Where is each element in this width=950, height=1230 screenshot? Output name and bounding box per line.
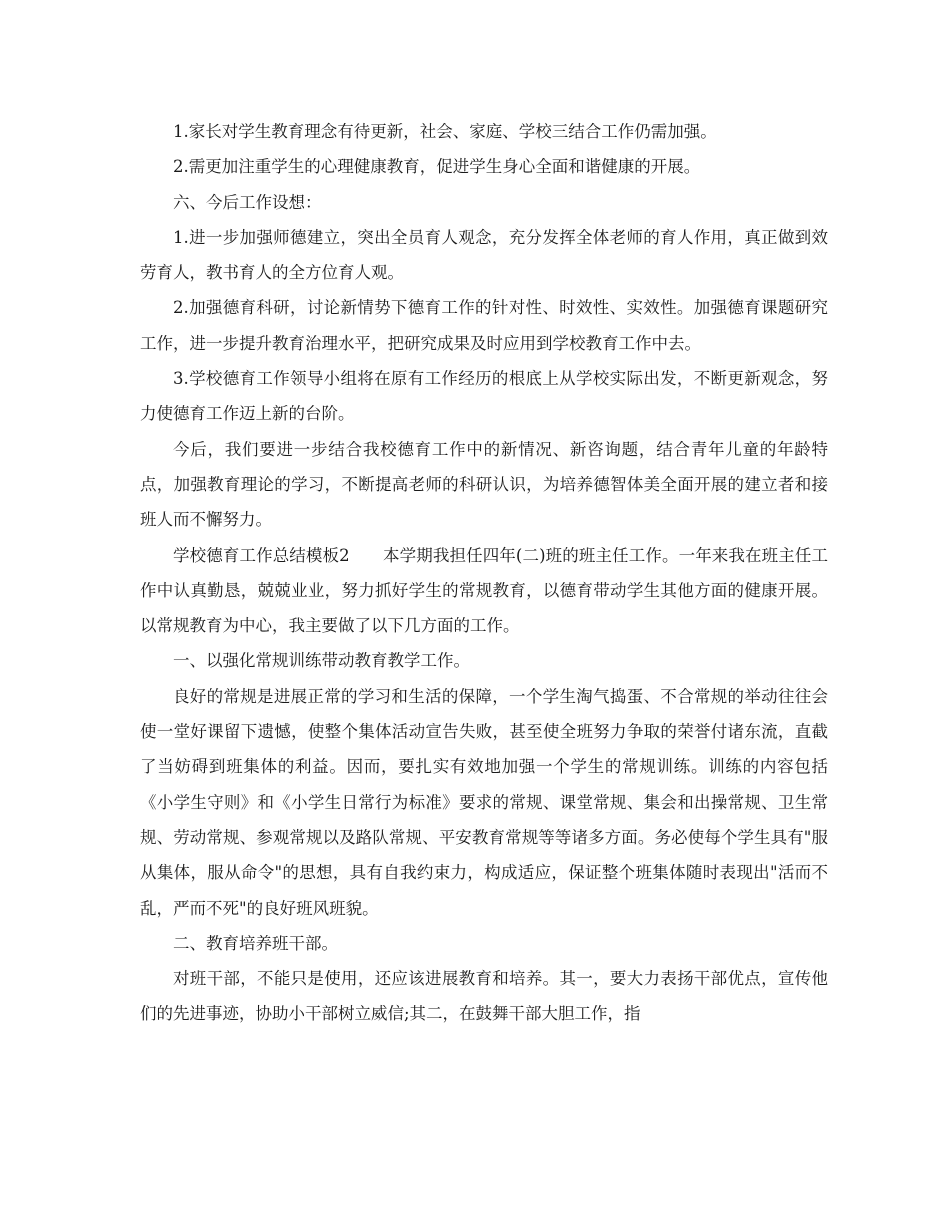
paragraph: 2.需更加注重学生的心理健康教育，促进学生身心全面和谐健康的开展。 [173, 157, 701, 177]
section-heading: 六、今后工作设想： [173, 192, 322, 212]
section-heading: 一、以强化常规训练带动教育教学工作。 [173, 651, 470, 671]
paragraph: 今后，我们要进一步结合我校德育工作中的新情况、新咨询题，结合青年儿童的年龄特点，加强教育理论的学习，不断提高老师的科研认识，为培养德智体美全面开展的建立者和接班人而不懈努力。 [140, 439, 828, 530]
paragraph: 3.学校德育工作领导小组将在原有工作经历的根底上从学校实际出发，不断更新观念，努力使德育工作迈上新的台阶。 [140, 369, 828, 424]
section-heading: 二、教育培养班干部。 [173, 933, 338, 953]
paragraph: 1.进一步加强师德建立，突出全员育人观念，充分发挥全体老师的育人作用，真正做到效劳育人，教书育人的全方位育人观。 [140, 227, 828, 283]
paragraph: 良好的常规是进展正常的学习和生活的保障，一个学生淘气捣蛋、不合常规的举动往往会使一堂好课留下遗憾，使整个集体活动宣告失败，甚至使全班努力争取的荣誉付诸东流，直截了当妨碍到班集体的利益。因而，要扎实有效地加强一个学生的常规训练。训练的内容包括《小学生守则》和《小学生日常行为标准》要求的常规、课堂常规、集会和出操常规、卫生常规、劳动常规、参观常规以及路队常规、平安教育常规等等诸多方面。务必使每个学生具有"服从集体，服从命令"的思想，具有自我约束力，构成适应，保证整个班集体随时表现出"活而不乱，严而不死"的良好班风班貌。 [140, 686, 828, 918]
paragraph: 对班干部，不能只是使用，还应该进展教育和培养。其一，要大力表扬干部优点，宣传他们的先进事迹，协助小干部树立威信;其二，在鼓舞干部大胆工作，指 [140, 969, 828, 1024]
paragraph: 1.家长对学生教育理念有待更新，社会、家庭、学校三结合工作仍需加强。 [173, 122, 717, 141]
document-body [140, 114, 828, 1032]
paragraph: 2.加强德育科研，讨论新情势下德育工作的针对性、时效性、实效性。加强德育课题研究工作，进一步提升教育治理水平，把研究成果及时应用到学校教育工作中去。 [140, 298, 828, 353]
paragraph: 学校德育工作总结模板2 本学期我担任四年(二)班的班主任工作。一年来我在班主任工作中认真勤恳，兢兢业业，努力抓好学生的常规教育，以德育带动学生其他方面的健康开展。以常规教育为中心，我主要做了以下几方面的工作。 [140, 545, 828, 636]
